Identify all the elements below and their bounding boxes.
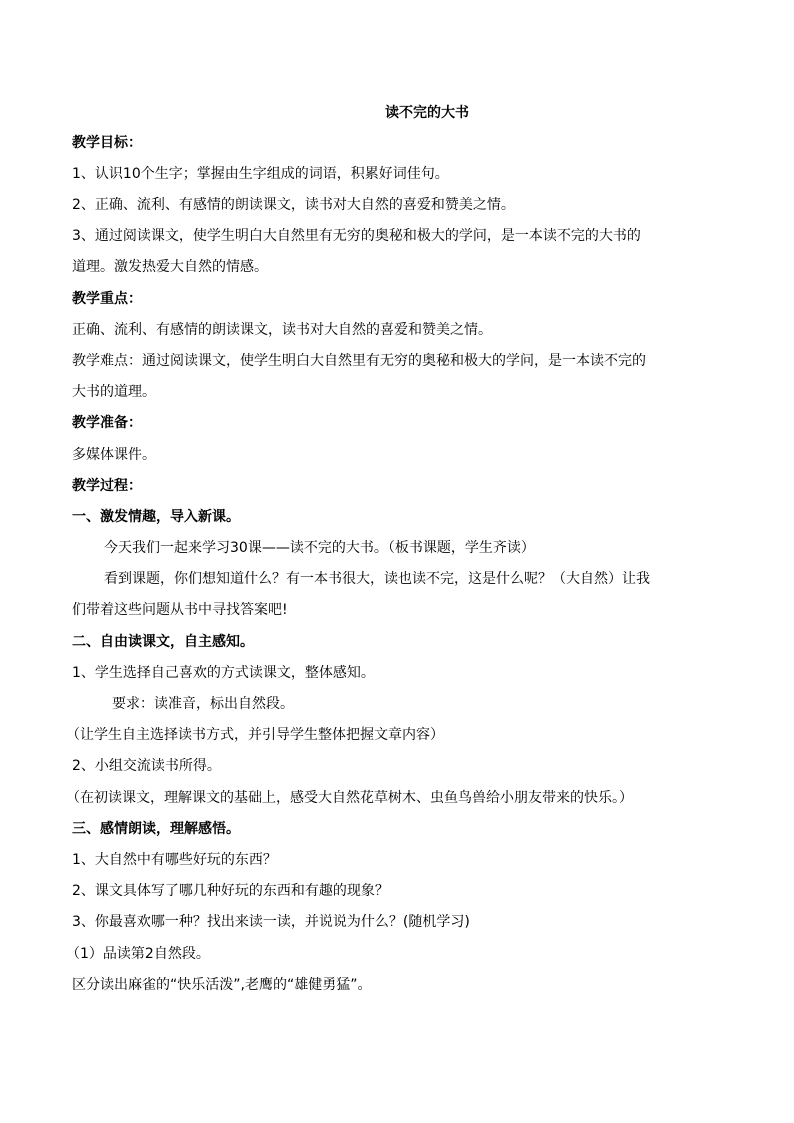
section-3-subitem-1: （1）品读第2自然段。 — [66, 946, 210, 962]
section-1-paragraph-2-cont: 们带着这些问题从书中寻找答案吧! — [72, 602, 288, 618]
goal-item-3-cont: 道理。激发热爱大自然的情感。 — [72, 259, 268, 275]
heading-key-points: 教学重点： — [72, 291, 142, 307]
goal-item-2: 2、正确、流利、有感情的朗读课文，读书对大自然的喜爱和赞美之情。 — [72, 197, 515, 213]
section-2-item-1: 1、学生选择自己喜欢的方式读课文，整体感知。 — [72, 665, 375, 681]
preparation-text: 多媒体课件。 — [72, 447, 156, 463]
heading-preparation: 教学准备： — [72, 415, 142, 431]
difficult-points-text: 教学难点：通过阅读课文，使学生明白大自然里有无穷的奥秘和极大的学问，是一本读不完的 — [72, 353, 646, 369]
section-2-note-2: （在初读课文，理解课文的基础上，感受大自然花草树木、虫鱼鸟兽给小朋友带来的快乐。） — [66, 790, 633, 806]
section-2-item-2: 2、小组交流读书所得。 — [72, 758, 221, 774]
key-points-text: 正确、流利、有感情的朗读课文，读书对大自然的喜爱和赞美之情。 — [72, 322, 492, 338]
section-3-item-1: 1、大自然中有哪些好玩的东西？ — [72, 852, 277, 868]
difficult-points-text-cont: 大书的道理。 — [72, 384, 156, 400]
section-3-item-2: 2、课文具体写了哪几种好玩的东西和有趣的现象？ — [72, 883, 389, 899]
document-title: 读不完的大书 — [385, 105, 469, 121]
section-2-note-1: （让学生自主选择读书方式，并引导学生整体把握文章内容） — [66, 727, 444, 743]
goal-item-3: 3、通过阅读课文，使学生明白大自然里有无穷的奥秘和极大的学问，是一本读不完的大书的 — [72, 228, 641, 244]
section-3-heading: 三、感情朗读，理解感悟。 — [72, 821, 240, 837]
heading-teaching-goals: 教学目标： — [72, 135, 142, 151]
section-2-requirement: 要求：读准音，标出自然段。 — [112, 696, 294, 712]
section-2-heading: 二、自由读课文，自主感知。 — [72, 634, 254, 650]
section-3-item-3: 3、你最喜欢哪一种？找出来读一读，并说说为什么？(随机学习) — [72, 914, 470, 930]
section-1-paragraph-2: 看到课题，你们想知道什么？有一本书很大，读也读不完，这是什么呢？（大自然）让我 — [104, 571, 650, 587]
section-3-subitem-1-text: 区分读出麻雀的“快乐活泼”,老鹰的“雄健勇猛”。 — [72, 977, 372, 993]
heading-process: 教学过程： — [72, 478, 142, 494]
section-1-paragraph-1: 今天我们一起来学习30课——读不完的大书。（板书课题，学生齐读） — [104, 540, 535, 556]
section-1-heading: 一、激发情趣，导入新课。 — [72, 509, 240, 525]
goal-item-1: 1、认识10个生字；掌握由生字组成的词语，积累好词佳句。 — [72, 166, 449, 182]
